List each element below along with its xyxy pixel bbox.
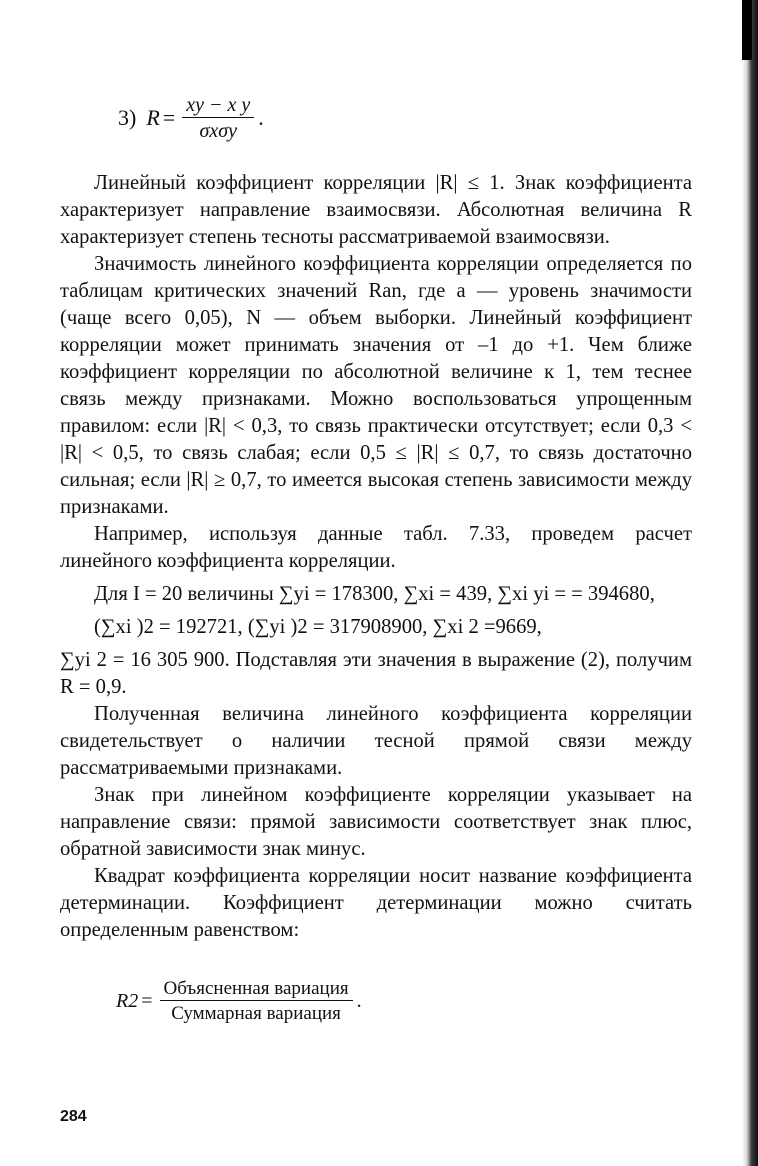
formula-number: 3) (118, 105, 137, 130)
paragraph: Знак при линейном коэффициенте корреляции указывает на направление связи: прямой зависимости соответствует знак плюс, обратной зависимости знак минус. (60, 784, 692, 860)
paragraph: (∑xi )2 = 192721, (∑yi )2 = 317908900, ∑xi 2 =9669, (94, 616, 542, 638)
formula-denominator: σxσy (199, 119, 237, 142)
paragraph: Полученная величина линейного коэффициента корреляции свидетельствует о наличии тесной прямой связи между рассматриваемыми признаками. (60, 703, 692, 779)
formula-eq: = (162, 105, 176, 130)
paragraph: Значимость линейного коэффициента корреляции определяется по таблицам критических значений Ran, где a — уровень значимости (чаще всего 0,05), N — объем выборки. Линейный коэффициент корреляции может принимать значения от –1 до +1. Чем ближе коэффициент корреляции по абсолютной величине к 1, тем теснее связь между признаками. Можно воспользоваться упрощенным правилом: если |R| < 0,3, то связь практически отсутствует; если 0,3 < |R| < 0,5, то связь слабая; если 0,5 ≤ |R| ≤ 0,7, то связь достаточно сильная; если |R| ≥ 0,7, то имеется высокая степень зависимости между признаками. (60, 253, 692, 518)
body-text (60, 170, 692, 944)
formula-eq: = (141, 990, 153, 1012)
formula-end: . (258, 105, 264, 130)
formula-denominator: Суммарная вариация (171, 1003, 341, 1024)
formula-fraction (182, 94, 254, 143)
formula-lhs: R (146, 105, 160, 130)
determination-formula (116, 978, 362, 1025)
scan-binding-edge (742, 0, 758, 1166)
formula-lhs: R2 (116, 990, 139, 1012)
formula-numerator: Объясненная вариация (160, 978, 353, 1001)
correlation-formula (118, 88, 264, 148)
paragraph: Для I = 20 величины ∑yi = 178300, ∑xi = 439, ∑xi yi = = 394680, (94, 583, 655, 605)
paragraph: Линейный коэффициент корреляции |R| ≤ 1. Знак коэффициента характеризует направление взаимосвязи. Абсолютная величина R характеризует степень тесноты рассматриваемой взаимосвязи. (60, 172, 692, 248)
page-number: 284 (60, 1108, 87, 1125)
paragraph: Квадрат коэффициента корреляции носит название коэффициента детерминации. Коэффициент детерминации можно считать определенным равенством: (60, 865, 692, 941)
paragraph: Например, используя данные табл. 7.33, проведем расчет линейного коэффициента корреляции. (60, 523, 692, 572)
scan-binding-edge-top (742, 0, 752, 60)
paragraph: ∑yi 2 = 16 305 900. Подставляя эти значения в выражение (2), получим R = 0,9. (60, 649, 692, 698)
formula-fraction (160, 978, 353, 1025)
formula-numerator: xy − x y (182, 94, 254, 118)
formula-end: . (356, 990, 362, 1012)
